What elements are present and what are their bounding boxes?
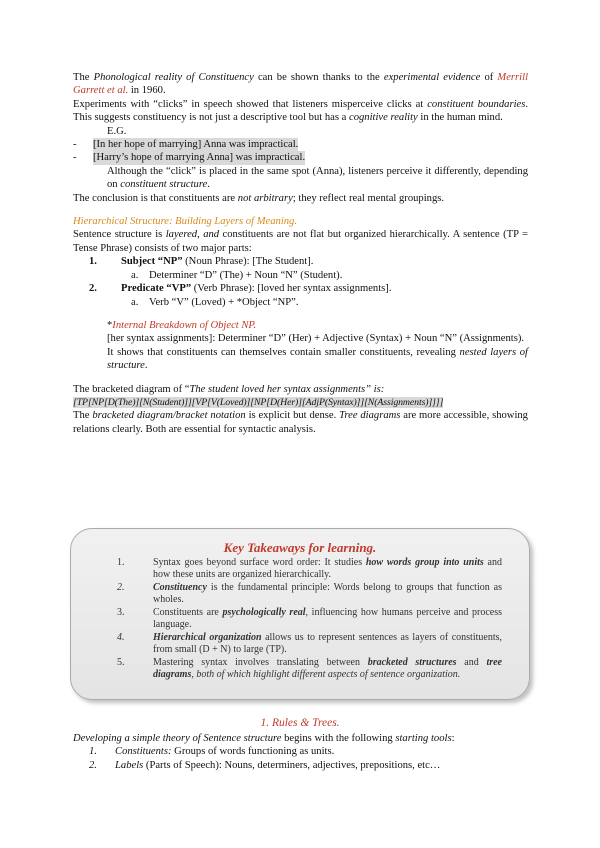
example-item: - [Harry’s hope of marrying Anna] was impractical.: [73, 152, 306, 164]
key-takeaways-list: [117, 557, 502, 682]
paragraph-phonological-reality: The Phonological reality of Constituency can be shown thanks to the experimental evidence of Merrill Garrett et al. in 1960.: [73, 72, 529, 97]
example-label: E.G.: [107, 125, 127, 137]
heading-hierarchical-structure: Hierarchical Structure: Building Layers of Meaning.: [73, 216, 298, 228]
takeaway-item: 4. Hierarchical organization allows us to represent sentences as layers of constituents, from small (D + N) to large (TP).: [117, 632, 502, 655]
paragraph-notation-comparison: The bracketed diagram/bracket notation is explicit but dense. Tree diagrams are more accessible, showing relations clearly. Both are essential for syntactic analysis.: [73, 410, 528, 435]
section-title-rules-trees: 1. Rules & Trees.: [260, 717, 340, 729]
paragraph-clicks-experiment: Experiments with “clicks” in speech showed that listeners misperceive clicks at constituent boundaries. This suggests constituency is not just a descriptive tool but has a cognitive reality in the human mind.: [73, 98, 528, 124]
key-takeaways-title: Key Takeaways for learning.: [223, 540, 377, 555]
paragraph-conclusion: The conclusion is that constituents are not arbitrary; they reflect real mental groupings.: [73, 192, 445, 204]
paragraph-bracketed-diagram: The bracketed diagram of “The student loved her syntax assignments” is:: [73, 383, 385, 395]
takeaway-item: 1. Syntax goes beyond surface word order: It studies how words group into units and how these units are organized hierarchically.: [117, 557, 502, 580]
list-subitem: a. Verb “V” (Loved) + *Object “NP”.: [131, 296, 299, 308]
list-item: 2. Labels (Parts of Speech): Nouns, determiners, adjectives, prepositions, etc…: [89, 759, 441, 771]
bracket-notation: [TP[NP[D(The)][N(Student)]][VP[V(Loved)][NP[D(Her)][AdjP(Syntax)]][N(Assignments)]]]]: [73, 396, 444, 408]
key-takeaways-box: [70, 528, 530, 700]
paragraph-click-explanation: Although the “click” is placed in the same spot (Anna), listeners perceive it differently, depending on constituent structure.: [107, 165, 528, 191]
paragraph-sentence-structure: Sentence structure is layered, and constituents are not flat but organized hierarchically. A sentence (TP = Tense Phrase) consists of two major parts:: [73, 229, 529, 254]
heading-internal-breakdown: *Internal Breakdown of Object NP.: [107, 319, 257, 331]
rules-trees-text: [73, 732, 528, 772]
takeaway-item: 5. Mastering syntax involves translating between bracketed structures and tree diagrams, both of which highlight different aspects of sentence organization.: [117, 657, 502, 680]
paragraph-nested-layers: It shows that constituents can themselves contain smaller constituents, revealing nested layers of structure.: [107, 346, 528, 372]
list-item: 2. Predicate “VP” (Verb Phrase): [loved her syntax assignments].: [89, 283, 392, 295]
merrill-garrett-link[interactable]: Merrill Garrett et al.: [73, 72, 529, 97]
main-text: [73, 71, 528, 436]
list-item: 1. Subject “NP” (Noun Phrase): [The Student].: [89, 256, 314, 268]
list-item: 1. Constituents: Groups of words functioning as units.: [89, 746, 335, 758]
paragraph-object-np: [her syntax assignments]: Determiner “D” (Her) + Adjective (Syntax) + Noun “N” (Assignments).: [107, 333, 525, 345]
paragraph-starting-tools: Developing a simple theory of Sentence structure begins with the following starting tools:: [73, 733, 455, 744]
takeaway-item: 2. Constituency is the fundamental principle: Words belong to groups that function as wholes.: [117, 582, 502, 605]
example-item: - [In her hope of marrying] Anna was impractical.: [73, 139, 299, 151]
takeaway-item: 3. Constituents are psychologically real, influencing how humans perceive and process language.: [117, 607, 502, 630]
list-subitem: a. Determiner “D” (The) + Noun “N” (Student).: [131, 269, 343, 281]
